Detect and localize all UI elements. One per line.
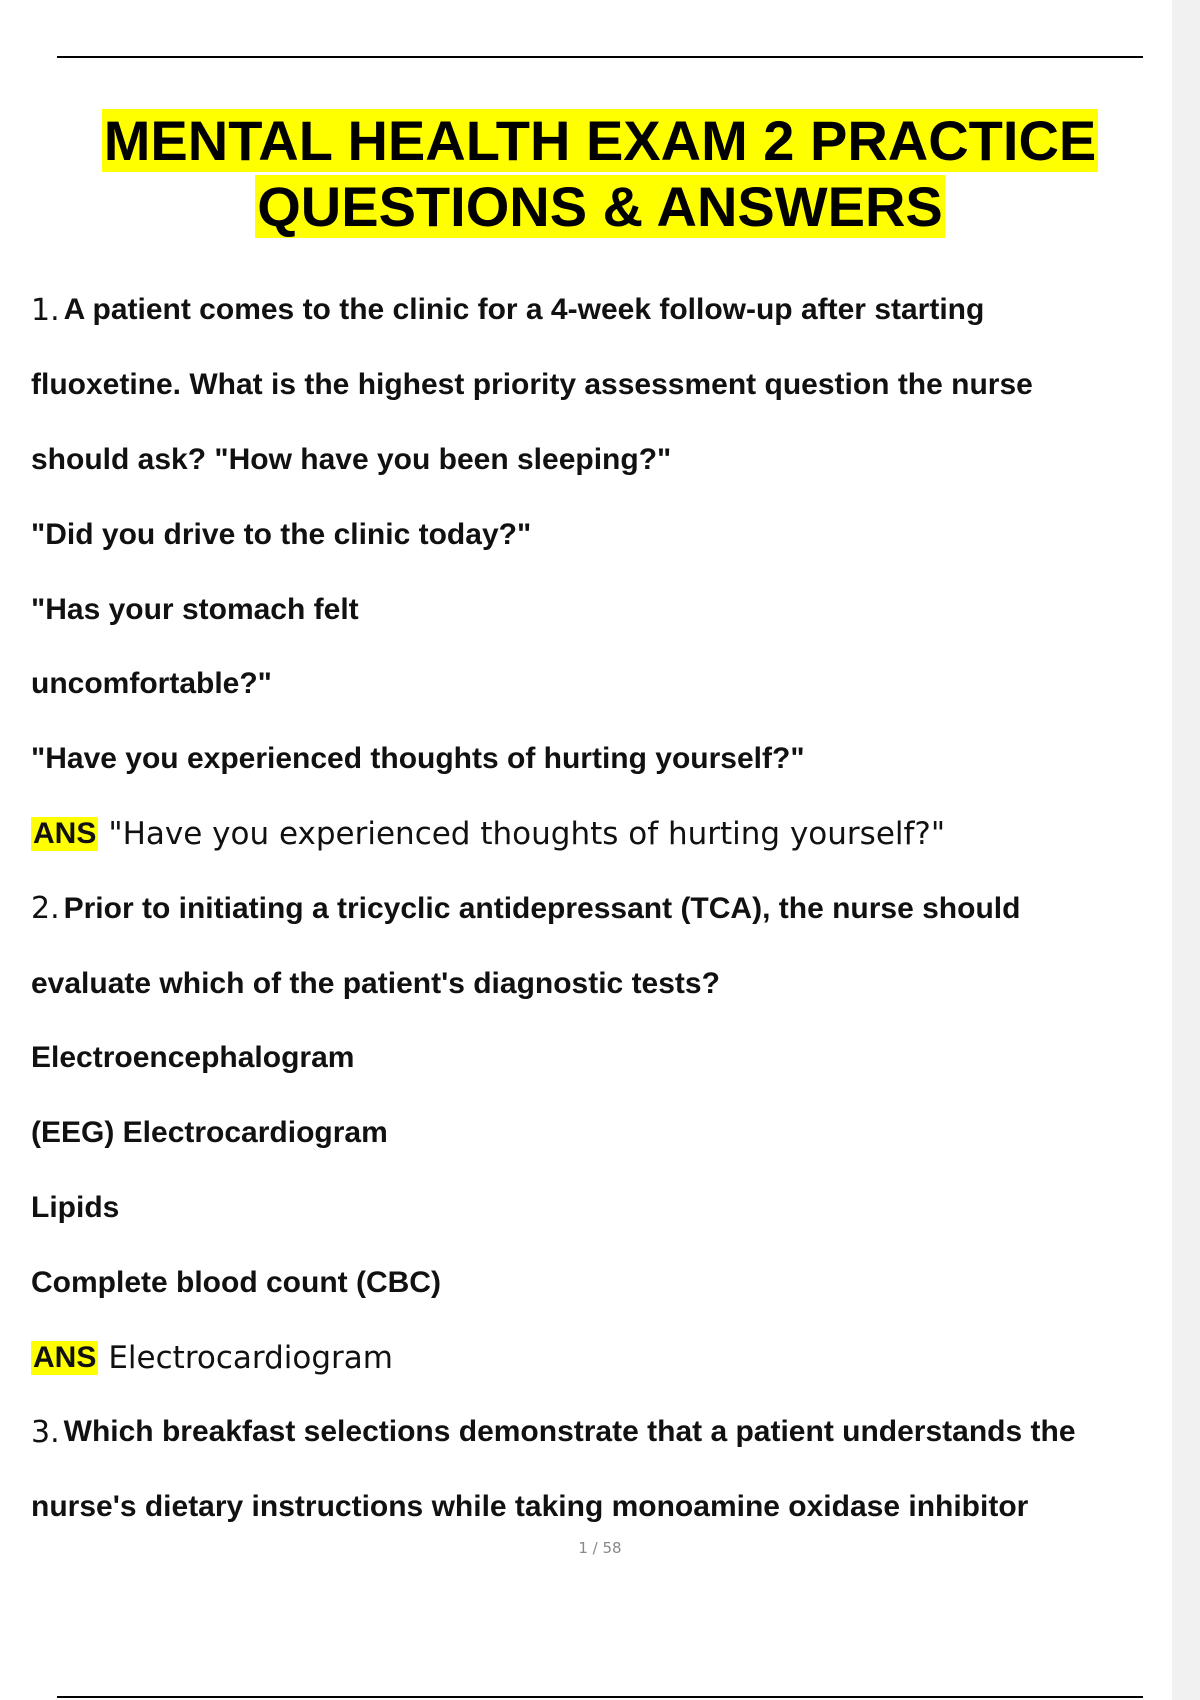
q2-answer: Electrocardiogram xyxy=(108,1339,393,1376)
document-title xyxy=(0,108,1200,240)
q2-line-1 xyxy=(31,871,1166,946)
q2-option-4: Complete blood count (CBC) xyxy=(31,1265,441,1299)
q1-number: 1. xyxy=(31,292,60,328)
q3-text-1: Which breakfast selections demonstrate that a patient understands the xyxy=(63,1415,1076,1449)
title-line-1: MENTAL HEALTH EXAM 2 PRACTICE xyxy=(103,109,1097,172)
q2-option-1: Electroencephalogram xyxy=(31,1041,355,1075)
top-rule xyxy=(57,56,1143,58)
q3-line-1 xyxy=(31,1395,1166,1470)
q2-number: 2. xyxy=(31,891,60,927)
page-margin-strip xyxy=(1172,0,1200,1700)
title-line-2: QUESTIONS & ANSWERS xyxy=(257,175,943,238)
q1-text-1: A patient comes to the clinic for a 4-week follow-up after starting xyxy=(63,293,985,327)
page-indicator: 1 / 58 xyxy=(578,1539,622,1557)
q1-line-1 xyxy=(31,273,1166,348)
q1-option-2b: uncomfortable?" xyxy=(31,667,272,701)
q2-option-2: (EEG) Electrocardiogram xyxy=(31,1116,388,1150)
question-list xyxy=(31,273,1166,1545)
q1-option-2a: "Has your stomach felt xyxy=(31,592,359,626)
q1-option-3: "Have you experienced thoughts of hurting yourself?" xyxy=(31,742,805,776)
q1-answer-row xyxy=(31,797,1166,872)
bottom-rule xyxy=(57,1696,1143,1698)
q1-option-1: "Did you drive to the clinic today?" xyxy=(31,517,532,551)
q2-answer-row xyxy=(31,1320,1166,1395)
q1-line-3: should ask? "How have you been sleeping?" xyxy=(31,442,672,476)
q1-answer: "Have you experienced thoughts of hurting yourself?" xyxy=(108,815,946,852)
q2-text-1: Prior to initiating a tricyclic antidepressant (TCA), the nurse should xyxy=(63,891,1021,925)
q3-number: 3. xyxy=(31,1414,60,1450)
q3-line-2: nurse's dietary instructions while taking monoamine oxidase inhibitor xyxy=(31,1490,1029,1524)
q2-option-3: Lipids xyxy=(31,1190,120,1224)
q2-ans-label: ANS xyxy=(33,1340,97,1374)
q1-line-2: fluoxetine. What is the highest priority assessment question the nurse xyxy=(31,368,1033,402)
q1-ans-label: ANS xyxy=(33,816,97,850)
q2-line-2: evaluate which of the patient's diagnostic tests? xyxy=(31,966,720,1000)
